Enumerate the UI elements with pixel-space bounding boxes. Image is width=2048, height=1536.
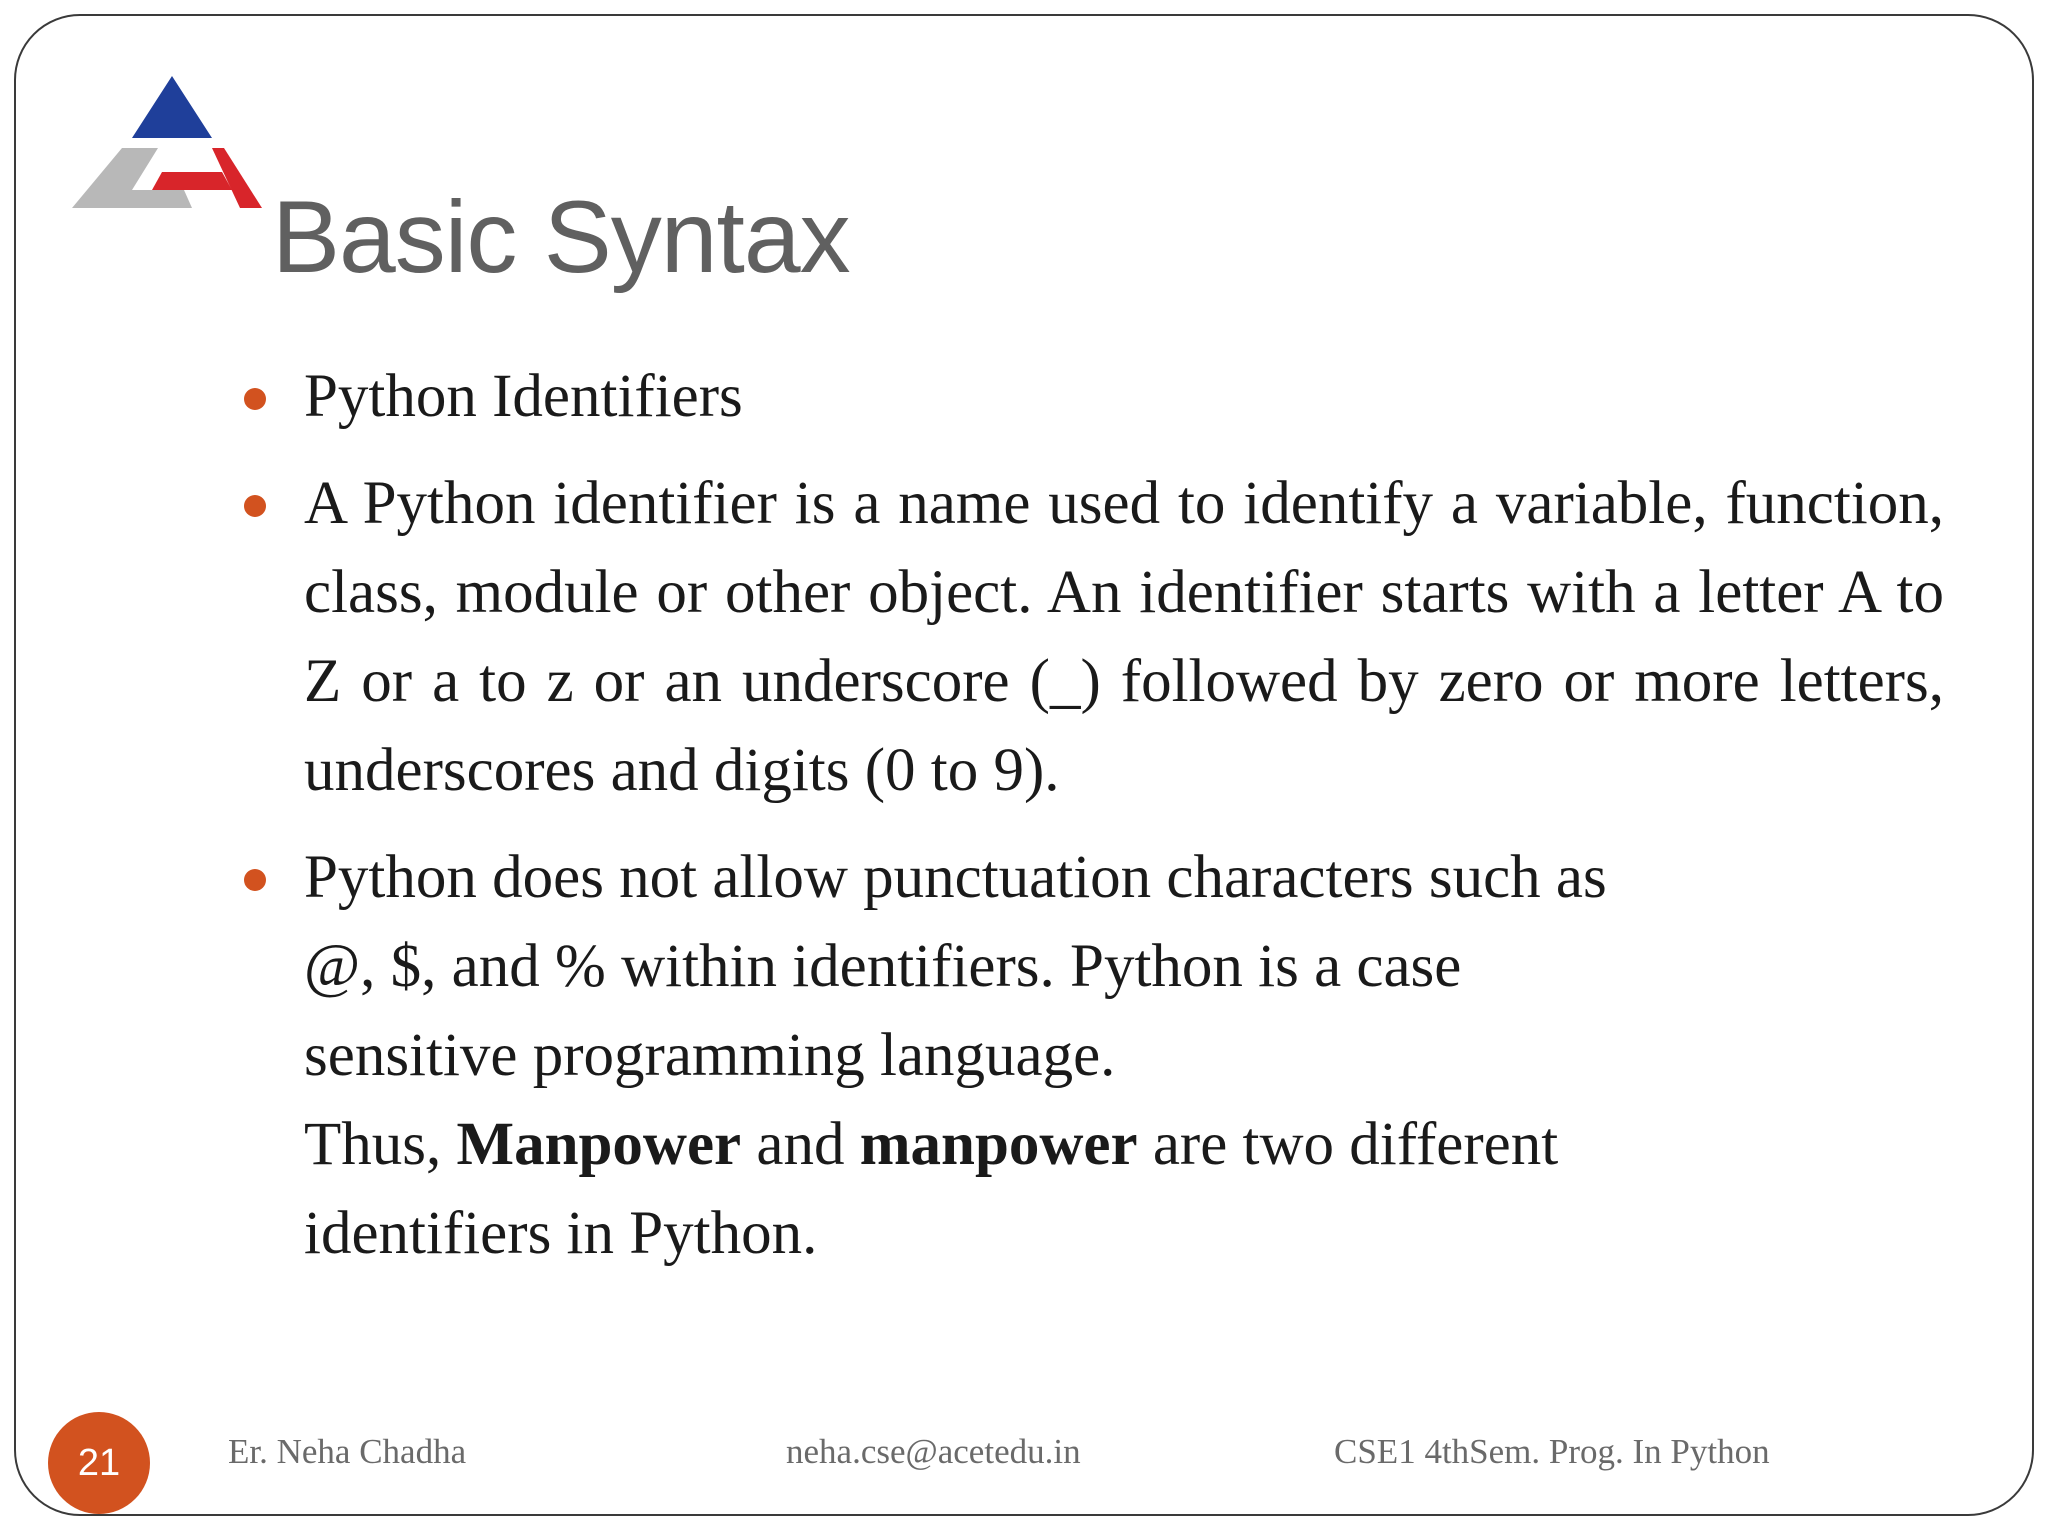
bullet-text: Python Identifiers — [304, 363, 743, 430]
bullet-punctuation-rules — [304, 833, 1904, 1278]
slide-content — [304, 352, 1944, 1296]
bullet-text: Python does not allow punctuation characters such as @, $, and % within identifiers. Python is a case sensitive programming language. — [304, 844, 1607, 1089]
and-text: and — [741, 1111, 860, 1178]
bullet-python-identifiers — [304, 352, 1944, 441]
bullet-identifier-definition — [304, 459, 1944, 815]
footer-course: CSE1 4thSem. Prog. In Python — [1334, 1432, 1770, 1471]
bullet-text: A Python identifier is a name used to identify a variable, function, class, module or other object. An identifier starts with a letter A to Z or a to z or an underscore (_) followed by zero or more letters, underscores and digits (0 to 9). — [304, 470, 1944, 804]
bullet-dot — [244, 495, 266, 517]
bullet-dot — [244, 869, 266, 891]
slide-title: Basic Syntax — [272, 180, 850, 294]
bullet-dot — [244, 388, 266, 410]
case-sensitivity-example — [304, 1100, 1754, 1278]
footer-author: Er. Neha Chadha — [228, 1432, 467, 1471]
slide — [14, 14, 2034, 1516]
manpower-lower: manpower — [859, 1111, 1138, 1178]
footer-email: neha.cse@acetedu.in — [786, 1432, 1081, 1471]
rest-text: are two different identifiers in Python. — [304, 1111, 1559, 1267]
manpower-capital: Manpower — [456, 1111, 742, 1178]
thus-text: Thus, — [304, 1111, 457, 1178]
slide-number-badge: 21 — [48, 1412, 150, 1514]
institution-logo — [72, 76, 262, 216]
